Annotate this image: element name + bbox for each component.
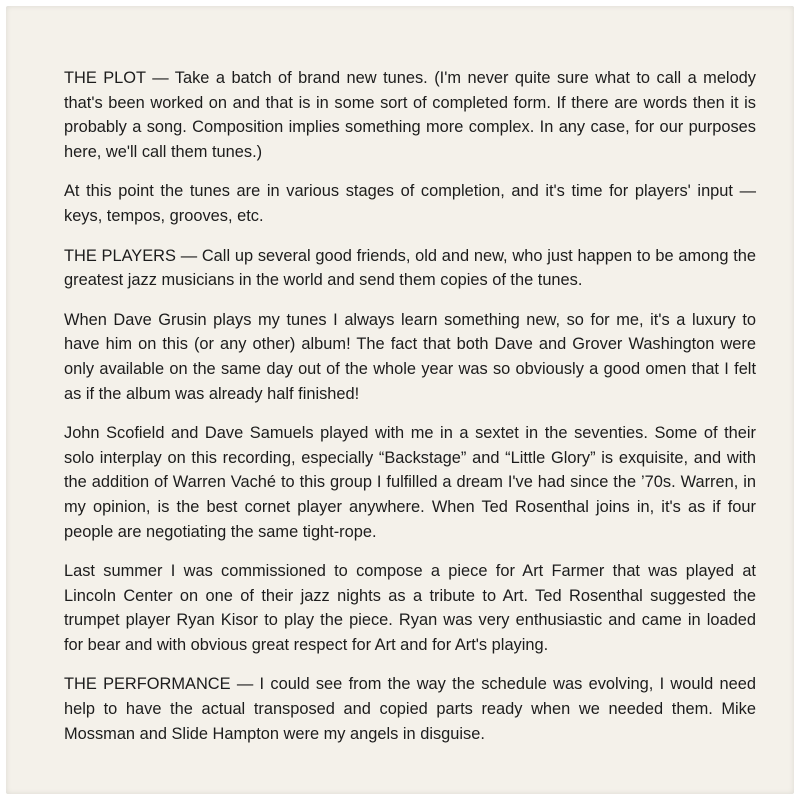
paragraph-john-scofield: John Scofield and Dave Samuels played with me in a sextet in the seventies. Some of their solo interplay on this recording, especially “Backstage” and “Little Glory” is exquisite, and with the addition of Warren Vaché to this group I fulfilled a dream I've had since the ’70s. Warren, in my opinion, is the best cornet player anywhere. When Ted Rosenthal joins in, it's as if four people are negotiating the same tight-rope.	[64, 424, 756, 541]
paragraph-dave-grusin: When Dave Grusin plays my tunes I always learn something new, so for me, it's a luxury to have him on this (or any other) album! The fact that both Dave and Grover Washington were only available on the same day out of the whole year was so obviously a good omen that I felt as if the album was already half finished!	[64, 310, 756, 403]
paragraph-tunes-completion: At this point the tunes are in various stages of completion, and it's time for players' input — keys, tempos, grooves, etc.	[64, 182, 756, 225]
paragraph-last-summer: Last summer I was commissioned to compose a piece for Art Farmer that was played at Lincoln Center on one of their jazz nights as a tribute to Art. Ted Rosenthal suggested the trumpet player Ryan Kisor to play the piece. Ryan was very enthusiastic and came in loaded for bear and with obvious great respect for Art and for Art's playing.	[64, 562, 756, 654]
liner-notes-page	[6, 6, 794, 794]
paragraph-the-performance: THE PERFORMANCE — I could see from the way the schedule was evolving, I would need help to have the actual transposed and copied parts ready when we needed them. Mike Mossman and Slide Hampton were my angels in disguise.	[64, 675, 756, 743]
liner-notes-text	[64, 66, 756, 761]
paragraph-the-plot: THE PLOT — Take a batch of brand new tunes. (I'm never quite sure what to call a melody that's been worked on and that is in some sort of completed form. If there are words then it is probably a song. Composition implies something more complex. In any case, for our purposes here, we'll call them tunes.)	[64, 69, 756, 161]
paragraph-the-players: THE PLAYERS — Call up several good friends, old and new, who just happen to be among the greatest jazz musicians in the world and send them copies of the tunes.	[64, 246, 756, 290]
